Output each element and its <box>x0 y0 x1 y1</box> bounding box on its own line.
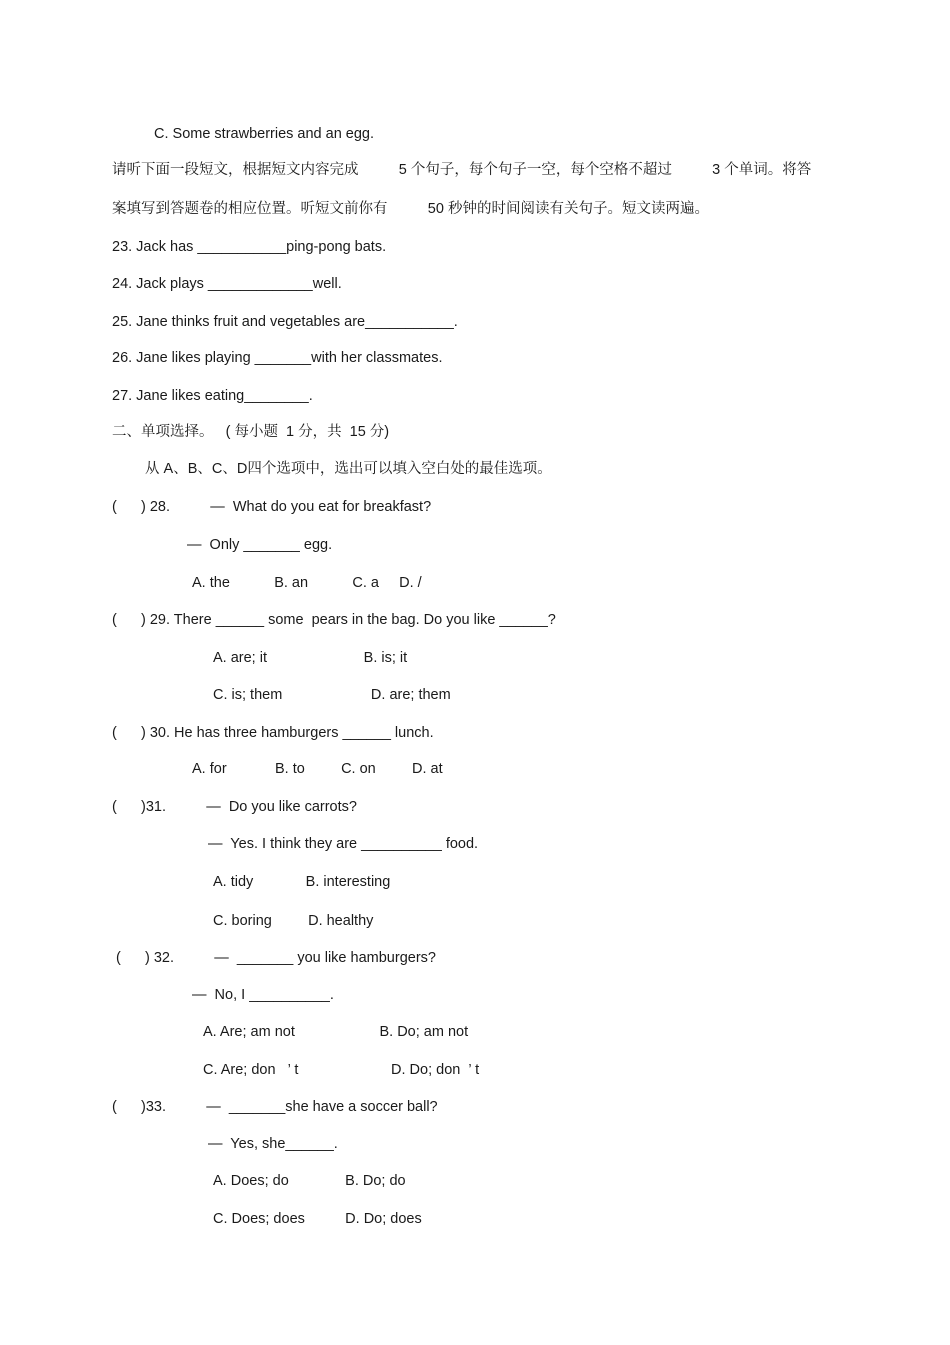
question-26: 26. Jane likes playing _______with her classmates. <box>112 350 443 366</box>
question-25: 25. Jane thinks fruit and vegetables are___________. <box>112 314 458 330</box>
question-33-options-row-2: C. Does; does D. Do; does <box>213 1211 422 1227</box>
question-31: ( )31. — Do you like carrots? <box>112 799 357 815</box>
question-33-options-row-1: A. Does; do B. Do; do <box>213 1173 406 1189</box>
question-28: ( ) 28. — What do you eat for breakfast? <box>112 499 432 515</box>
section-2-heading: 二、单项选择。 ( 每小题 1 分，共 15 分) <box>112 424 390 440</box>
section-2-instruction: 从 A、B、C、D四个选项中，选出可以填入空白处的最佳选项。 <box>145 461 552 477</box>
question-28-reply: — Only _______ egg. <box>187 537 333 553</box>
listening-instruction-line-1: 请听下面一段短文，根据短文内容完成 5 个句子，每个句子一空，每个空格不超过 3 个单词。将答 <box>112 162 812 178</box>
question-27: 27. Jane likes eating________. <box>112 388 313 404</box>
question-30-options: A. for B. to C. on D. at <box>192 761 443 777</box>
question-31-options-row-2: C. boring D. healthy <box>213 913 374 929</box>
question-29: ( ) 29. There ______ some pears in the bag. Do you like ______? <box>112 612 556 628</box>
question-28-options: A. the B. an C. a D. / <box>192 575 422 591</box>
previous-question-option-c: C. Some strawberries and an egg. <box>154 126 375 142</box>
question-30: ( ) 30. He has three hamburgers ______ lunch. <box>112 725 434 741</box>
question-32: ( ) 32. — _______ you like hamburgers? <box>116 950 436 966</box>
question-32-options-row-2: C. Are; don ’ t D. Do; don ’ t <box>203 1062 480 1078</box>
question-23: 23. Jack has ___________ping-pong bats. <box>112 239 387 255</box>
question-31-options-row-1: A. tidy B. interesting <box>213 874 391 890</box>
question-29-options-row-1: A. are; it B. is; it <box>213 650 408 666</box>
question-31-reply: — Yes. I think they are __________ food. <box>208 836 479 852</box>
question-33-reply: — Yes, she______. <box>208 1136 338 1152</box>
question-24: 24. Jack plays _____________well. <box>112 276 342 292</box>
listening-instruction-line-2: 案填写到答题卷的相应位置。听短文前你有 50 秒钟的时间阅读有关句子。短文读两遍。 <box>112 201 709 217</box>
question-29-options-row-2: C. is; them D. are; them <box>213 687 451 703</box>
question-32-reply: — No, I __________. <box>192 987 334 1003</box>
question-33: ( )33. — _______she have a soccer ball? <box>112 1099 438 1115</box>
question-32-options-row-1: A. Are; am not B. Do; am not <box>203 1024 469 1040</box>
